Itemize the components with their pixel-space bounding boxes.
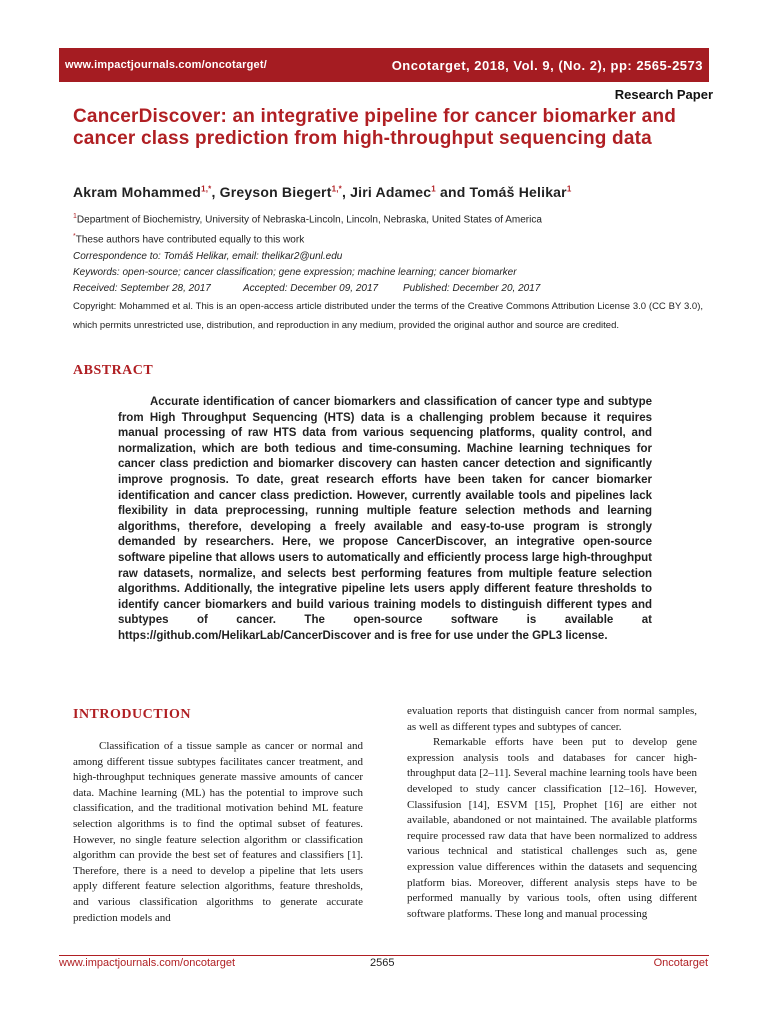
author-separator: , — [341, 184, 351, 200]
received-date: Received: September 28, 2017 — [73, 283, 211, 294]
author-name: Akram Mohammed — [73, 184, 202, 200]
author-name: Tomáš Helikar — [469, 184, 567, 200]
author-affiliation-sup: 1 — [431, 184, 436, 194]
affiliation-text: Department of Biochemistry, University of Nebraska-Lincoln, Lincoln, Nebraska, United States of America — [76, 214, 542, 226]
paper-title: CancerDiscover: an integrative pipeline for cancer biomarker and cancer class prediction from high-throughput sequencing data — [73, 106, 677, 149]
footer-url-link[interactable]: www.impactjournals.com/oncotarget — [59, 957, 236, 969]
abstract-heading: ABSTRACT — [73, 363, 154, 378]
publication-dates — [73, 282, 540, 295]
journal-header-bar — [59, 48, 709, 82]
author-affiliation-sup: 1 — [566, 184, 572, 194]
author-affiliation-sup: 1,* — [201, 184, 212, 194]
footer-journal-name: Oncotarget — [653, 957, 708, 969]
keywords: Keywords: open-source; cancer classification; gene expression; machine learning; cancer biomarker — [73, 267, 517, 278]
paper-type-label: Research Paper — [614, 87, 713, 102]
author-list — [73, 184, 571, 200]
published-date: Published: December 20, 2017 — [403, 283, 541, 294]
equal-note-sup: * — [73, 233, 76, 240]
copyright-notice: Copyright: Mohammed et al. This is an open-access article distributed under the terms of the Creative Commons Attribution License 3.0 (CC BY 3.0), which permits unrestricted use, distribution, and reproduction in any medium, provided the original author and source are credited. — [73, 301, 703, 331]
introduction-heading: INTRODUCTION — [73, 707, 192, 722]
accepted-date: Accepted: December 09, 2017 — [243, 283, 379, 294]
affiliation — [73, 210, 542, 226]
affiliation-sup: 1 — [73, 213, 77, 220]
body-column-left — [73, 739, 363, 926]
author-name: Greyson Biegert — [219, 184, 332, 200]
journal-url-link[interactable]: www.impactjournals.com/oncotarget/ — [65, 59, 267, 71]
author-name: Jiri Adamec — [350, 184, 432, 200]
correspondence: Correspondence to: Tomáš Helikar, email: thelikar2@unl.edu — [73, 251, 343, 262]
journal-citation: Oncotarget, 2018, Vol. 9, (No. 2), pp: 2565-2573 — [391, 57, 703, 73]
intro-paragraph: Remarkable efforts have been put to develop gene expression analysis tools and databases for cancer high-throughput data [2–11]. Several machine learning tools have been developed to study cancer classification [12–16]. However, Classifusion [14], ESVM [15], Prophet [16] are either not available, abandoned or not maintained. The available platforms require processed raw data that have been normalized to address various technical and statistical challenges such as, gene expression value differences within the datasets and sequencing platform bias. Moreover, different analysis steps have to be performed manually by various tools, often using different software platforms. These long and manual processing — [407, 736, 697, 920]
equal-note-text: These authors have contributed equally to this work — [75, 234, 305, 246]
body-column-right — [407, 704, 697, 922]
abstract-text: Accurate identification of cancer biomarkers and classification of cancer type and subtype from High Throughput Sequencing (HTS) data is a challenging problem because it requires manual processing of raw HTS data from various sequencing platforms, quality control, and normalization, which are both tedious and time-consuming. Machine learning techniques for cancer class prediction and biomarker discovery can hasten cancer detection and significantly improve prognosis. To date, great research efforts have been taken for cancer biomarker identification and cancer class prediction. However, currently available tools and pipelines lack flexibility in data preprocessing, running multiple feature selection methods and learning algorithms, therefore, developing a freely available and easy-to-use program is strongly demanded by researchers. Here, we propose CancerDiscover, an integrative open-source software pipeline that allows users to automatically and efficiently process large high-throughput raw datasets, normalize, and selects best performing features from multiple feature selection algorithms. Additionally, the integrative pipeline lets users apply different feature thresholds to identify cancer biomarkers and build various training models to distinguish different types and subtypes of cancer. The open-source software is available at https://github.com/HelikarLab/CancerDiscover and is free for use under the GPL3 license. — [118, 396, 652, 642]
author-separator: and — [435, 184, 470, 200]
footer-divider — [59, 955, 709, 956]
intro-paragraph: Classification of a tissue sample as cancer or normal and among different tissue subtypes facilitates cancer treatment, and high-throughput techniques generate massive amounts of cancer data. Machine learning (ML) has the potential to improve such classification, and the traditional motivation behind ML feature selection algorithms is to find the optimal subset of features. However, no single feature selection algorithm or classification algorithm can provide the best set of features and classifiers [1]. Therefore, there is a need to develop a pipeline that lets users apply different feature selection algorithms, feature thresholds, and various classification algorithms to generate accurate prediction models and — [73, 740, 363, 924]
author-separator: , — [211, 184, 220, 200]
page-number: 2565 — [370, 957, 395, 969]
intro-paragraph: evaluation reports that distinguish cancer from normal samples, as well as different types and subtypes of cancer. — [407, 705, 697, 733]
equal-contribution-note — [73, 230, 304, 246]
author-affiliation-sup: 1,* — [331, 184, 342, 194]
